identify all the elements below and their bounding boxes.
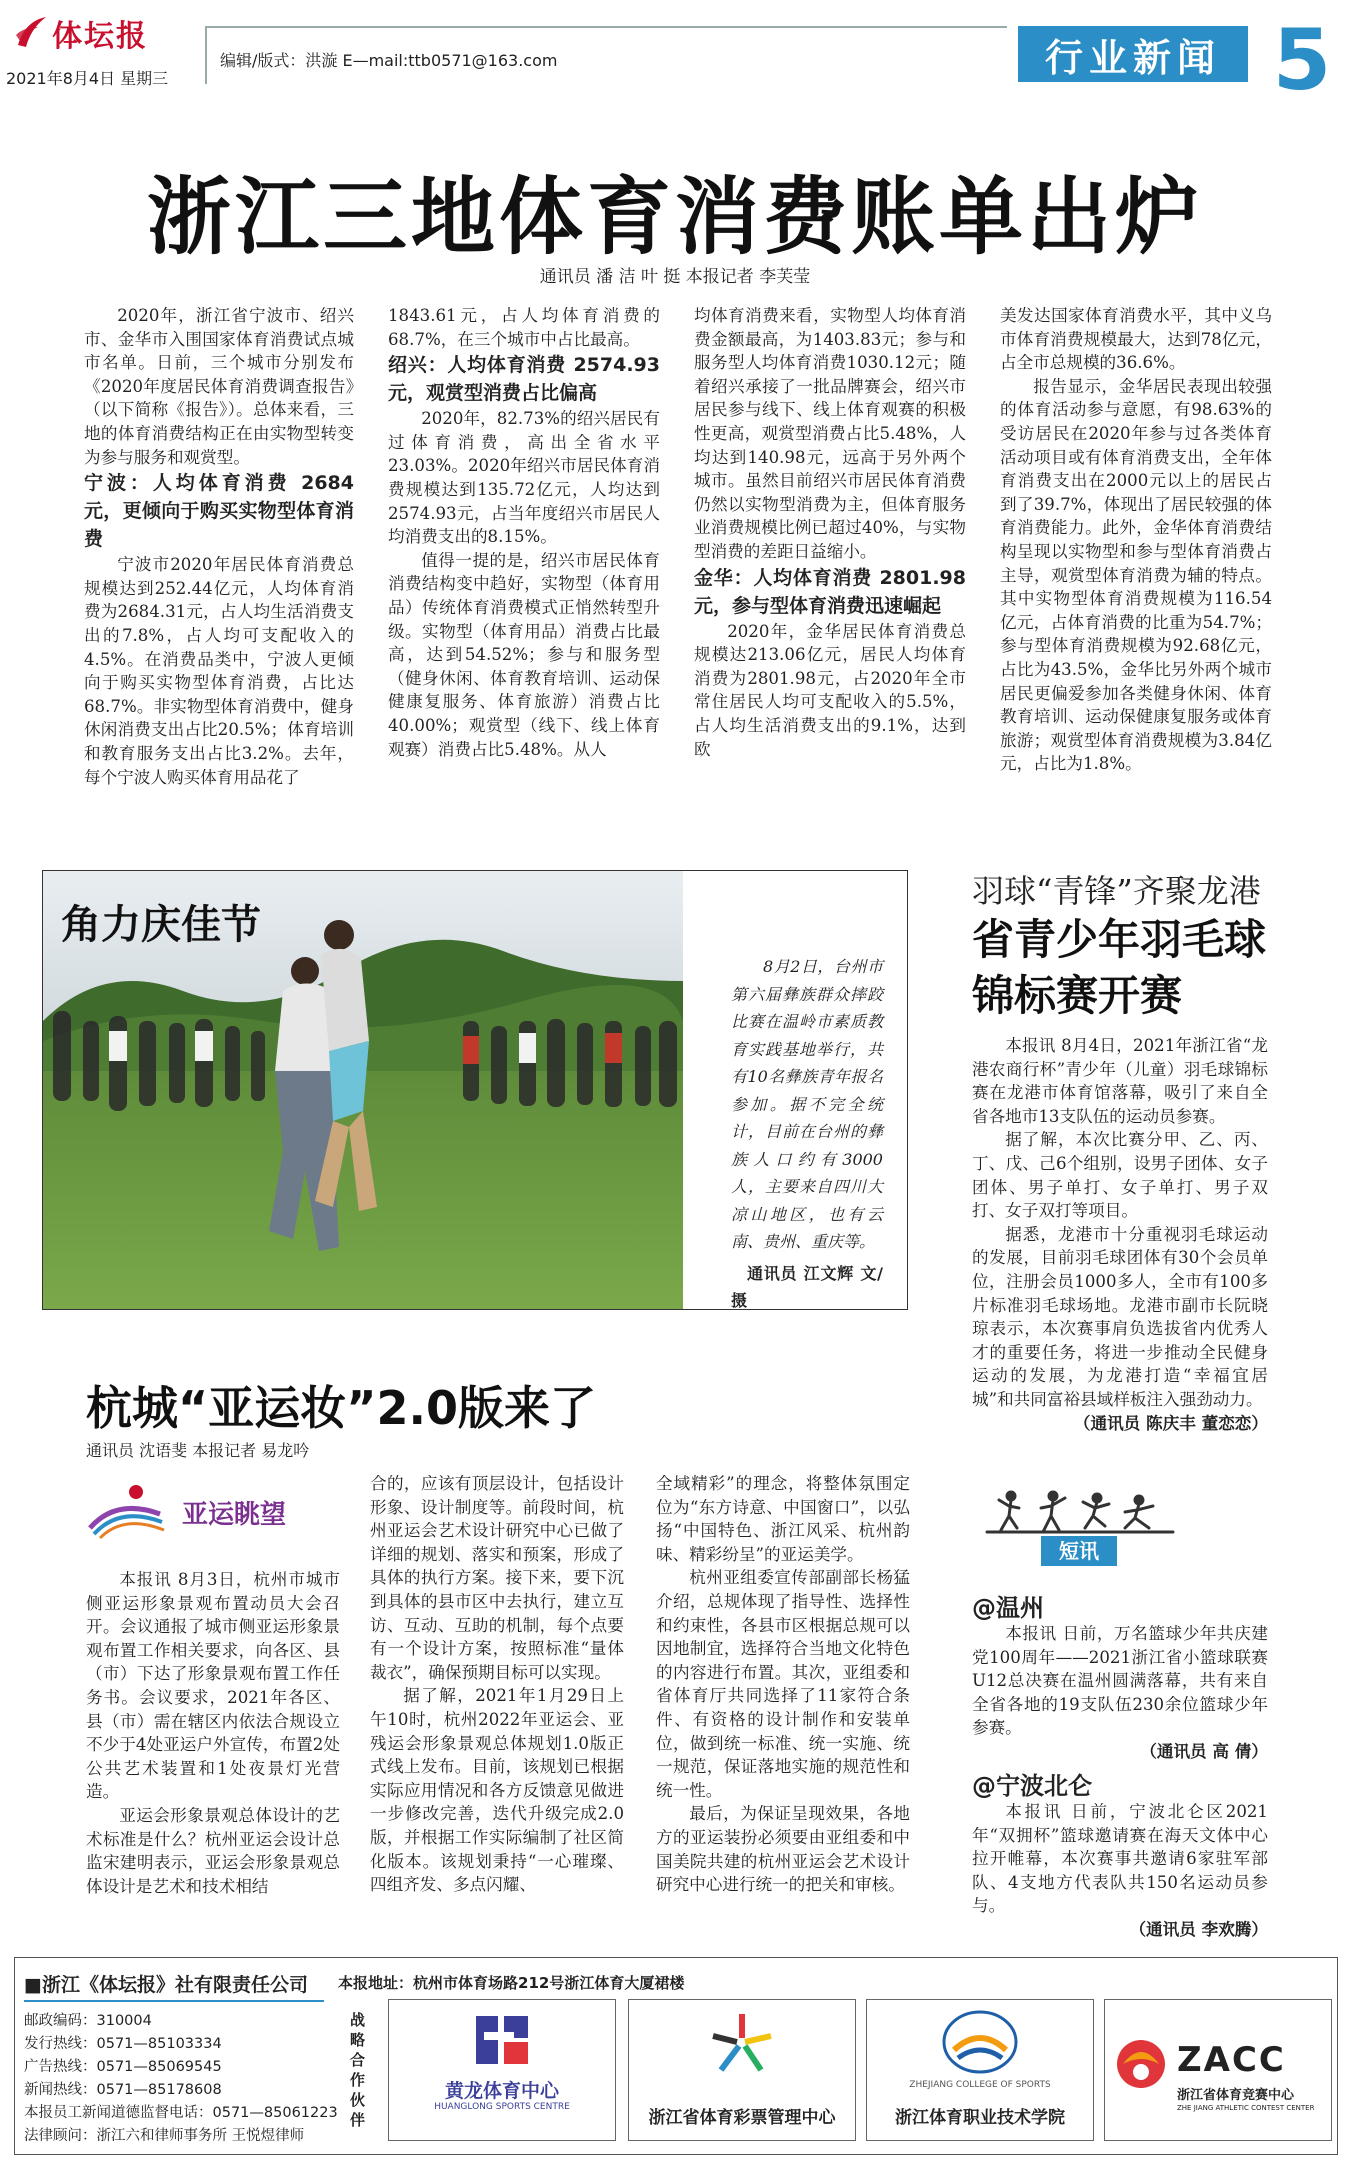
- badminton-title-line-2: 锦标赛开赛: [972, 971, 1183, 1020]
- sponsor-name: 浙江体育职业技术学院: [895, 2108, 1065, 2128]
- section-title: 行业新闻: [1018, 26, 1248, 82]
- paragraph: 美发达国家体育消费水平，其中义乌市体育消费规模最大，达到78亿元，占全市总规模的36.6%。: [1000, 306, 1272, 373]
- editor-info: 编辑/版式：洪漩 E—mail:ttb0571@163.com: [220, 51, 558, 70]
- article-credit: （通讯员 李欢腾）: [1129, 1919, 1268, 1939]
- sponsor-college: [866, 1999, 1094, 2141]
- paragraph: 宁波市2020年居民体育消费总规模达到252.44亿元，人均体育消费为2684.31元，占人均生活消费支出的7.8%，占人均可支配收入的4.5%。在消费品类中，宁波人更倾向于购买实物型体育消费，占比达68.7%。非实物型体育消费中，健身休闲消费支出占比20.5%；体育培训和教育服务支出占比3.2%。去年，每个宁波人购买体育用品花了: [84, 555, 354, 787]
- photo-credit: 通讯员 江文辉 文/摄: [731, 1263, 883, 1310]
- paragraph: 报告显示，金华居民表现出较强的体育活动参与意愿，有98.63%的受访居民在2020年参与过各类体育活动项目或有体育消费支出，全年体育消费支出在2000元以上的居民占到了39.7%，体现出了居民较强的体育消费能力。此外，金华体育消费结构呈现以实物型和参与型体育消费占主导，观赏型体育消费为辅的特点。其中实物型体育消费规模为116.54亿元，占体育消费的比重为54.7%；参与型体育消费规模为92.68亿元，占比为43.5%，金华比另外两个城市居民更偏爱参加各类健身休闲、体育教育培训、运动保健康复服务或体育旅游；观赏型体育消费规模为3.84亿元，占比为1.8%。: [1000, 376, 1272, 774]
- main-headline: 浙江三地体育消费账单出炉: [146, 168, 1203, 266]
- paragraph: 1843.61元，占人均体育消费的68.7%，在三个城市中占比最高。: [388, 306, 660, 349]
- paragraph: 2020年，金华居民体育消费总规模达213.06亿元，居民人均体育消费为2801.98元，占2020年全市常住居民人均可支配收入的5.5%，占人均生活消费支出的9.1%，达到欧: [694, 621, 966, 759]
- zacc-logo-text: ZACC: [1177, 2040, 1286, 2080]
- main-byline: 通讯员 潘 洁 叶 挺 本报记者 李芙莹: [539, 267, 811, 287]
- subheading: 金华：人均体育消费 2801.98 元，参与型体育消费迅速崛起: [694, 566, 966, 617]
- paragraph: 本报讯 日前，万名篮球少年共庆建党100周年——2021浙江省小篮球联赛U12总决赛在温州圆满落幕，共有来自全省各地的19支队伍230余位篮球少年参赛。: [972, 1624, 1268, 1738]
- asian-games-col-3: [656, 1472, 910, 1897]
- photo-caption: [731, 953, 883, 1315]
- badminton-title-line-1: 省青少年羽毛球: [972, 915, 1267, 964]
- logo-swoosh-icon: [14, 15, 48, 51]
- short-news-item: [972, 1800, 1268, 1942]
- sponsor-name: 浙江省体育彩票管理中心: [648, 2108, 836, 2128]
- article-credit: （通讯员 高 倩）: [1140, 1741, 1268, 1761]
- zacc-swirl-icon: [1113, 2034, 1169, 2094]
- badminton-body: [972, 1034, 1268, 1435]
- paragraph: 本报讯 8月3日，杭州市城市侧亚运形象景观布置动员大会召开。会议通报了城市侧亚运形象景观布置工作相关要求，向各区、县（市）下达了形象景观布置工作任务书。会议要求，2021年各区、县（市）需在辖区内依法合规设立不少于4处亚运户外宣传，布置2处公共艺术装置和1处夜景灯光营造。: [86, 1570, 340, 1802]
- main-col-1: [84, 304, 354, 789]
- paragraph: 本报讯 8月4日，2021年浙江省“龙港农商行杯”青少年（儿童）羽毛球锦标赛在龙港市体育馆落幕，吸引了来自全省各地市13支队伍的运动员参赛。: [972, 1036, 1268, 1126]
- huanglong-logo-icon: [472, 2012, 532, 2068]
- newspaper-logo: [14, 12, 199, 54]
- short-news-item: [972, 1622, 1268, 1764]
- asian-games-title: 杭城“亚运妆”2.0版来了: [86, 1381, 596, 1435]
- footer-address: 本报地址：杭州市体育场路212号浙江体育大厦裙楼: [338, 1974, 685, 1992]
- footer-line: 发行热线：0571—85103334: [24, 2036, 222, 2052]
- sponsor-name: 浙江省体育竞赛中心: [1177, 2088, 1295, 2103]
- paragraph: 杭州亚组委宣传部副部长杨猛介绍，总规体现了指导性、选择性和约束性，各县市区根据总规可以因地制宜，选择符合当地文化特色的内容进行布置。其次，亚组委和省体育厅共同选择了11家符合条件、有资格的设计制作和安装单位，做到统一标准、统一实施、统一规范，保证落地实施的规范性和统一性。: [656, 1568, 910, 1800]
- short-news-header: [985, 1488, 1175, 1568]
- paragraph: 均体育消费来看，实物型人均体育消费金额最高，为1403.83元；参与和服务型人均体育消费1030.12元；随着绍兴承接了一批品牌赛会，绍兴市居民参与线下、线上体育观赛的积极性更高，观赏型消费占比5.48%，人均达到140.98元，远高于另外两个城市。虽然目前绍兴市居民体育消费仍然以实物型消费为主，但体育服务业消费规模比例已超过40%，与实物型消费的差距日益缩小。: [694, 306, 966, 561]
- sponsor-name: 黄龙体育中心: [444, 2080, 559, 2102]
- issue-date: 2021年8月4日 星期三: [6, 69, 169, 88]
- photo-feature: [42, 870, 908, 1310]
- asian-games-emblem-icon: [86, 1480, 166, 1540]
- paragraph: 值得一提的是，绍兴市居民体育消费结构变中趋好，实物型（体育用品）传统体育消费模式正悄然转型升级。实物型（体育用品）消费占比最高，达到54.52%；参与和服务型（健身休闲、体育教育培训、运动保健康复服务、体育旅游）消费占比40.00%；观赏型（线下、线上体育观赛）消费占比5.48%。从人: [388, 550, 660, 759]
- asian-games-col-2: [370, 1472, 624, 1897]
- paragraph: 合的，应该有顶层设计，包括设计形象、设计制度等。前段时间，杭州亚运会艺术设计研究中心已做了详细的规划、落实和预案，形成了具体的执行方案。接下来，要下沉到具体的县市区中去执行，建立互访、互动、互助的机制，每个点要有一个设计方案，按照标准“量体裁衣”，确保预期目标可以实现。: [370, 1474, 624, 1682]
- footer-contacts: [24, 2010, 338, 2148]
- asian-games-byline: 通讯员 沈语斐 本报记者 易龙吟: [86, 1441, 310, 1460]
- asian-games-logo-text: 亚运眺望: [182, 1500, 287, 1530]
- lottery-star-icon: [707, 2008, 777, 2078]
- paragraph: 据了解，本次比赛分甲、乙、丙、丁、戊、己6个组别，设男子团体、女子团体、男子单打、女子单打、男子双打、女子双打等项目。: [972, 1130, 1268, 1221]
- asian-games-column-logo: [86, 1480, 326, 1540]
- short-news-location: @温州: [972, 1594, 1044, 1622]
- subheading: 宁波：人均体育消费 2684 元，更倾向于购买实物型体育消费: [84, 472, 354, 551]
- caption-text: 8月2日，台州市第六届彝族群众摔跤比赛在温岭市素质教育实践基地举行，共有10名彝族青年报名参加。据不完全统计，目前在台州的彝族人口约有3000人，主要来自四川大凉山地区，也有云南、贵州、重庆等。: [731, 957, 883, 1251]
- sponsor-subname: ZHEJIANG COLLEGE OF SPORTS: [909, 2080, 1051, 2090]
- footer-line: 邮政编码：310004: [24, 2013, 152, 2029]
- sponsor-huanglong: [388, 1999, 616, 2141]
- sponsor-zacc: [1104, 1999, 1332, 2141]
- paragraph: 亚运会形象景观总体设计的艺术标准是什么？杭州亚运会设计总监宋建明表示，亚运会形象景观总体设计是艺术和技术相结: [86, 1805, 340, 1896]
- page-number: 5: [1272, 11, 1332, 109]
- paragraph: 本报讯 日前，宁波北仑区2021年“双拥杯”篮球邀请赛在海天文体中心拉开帷幕，本次赛事共邀请6家驻军部队、4支地方代表队共150名运动员参与。: [972, 1802, 1268, 1916]
- main-col-3: [694, 304, 966, 761]
- logo-text: 体坛报: [52, 19, 148, 54]
- article-credit: （通讯员 陈庆丰 董恋恋）: [1073, 1413, 1268, 1433]
- main-col-4: [1000, 304, 1272, 776]
- paragraph: 全域精彩”的理念，将整体氛围定位为“东方诗意、中国窗口”，以弘扬“中国特色、浙江风采、杭州韵味、精彩纷呈”的亚运美学。: [656, 1474, 910, 1564]
- footer-line: 本报员工新闻道德监督电话：0571—85061223: [24, 2105, 338, 2121]
- sponsor-lottery: [628, 1999, 856, 2141]
- subheading: 绍兴：人均体育消费 2574.93 元，观赏型消费占比偏高: [388, 354, 660, 405]
- short-news-location: @宁波北仑: [972, 1772, 1092, 1800]
- footer-line: 新闻热线：0571—85178608: [24, 2082, 222, 2098]
- photo-title: 角力庆佳节: [61, 902, 261, 948]
- asian-games-col-1: [86, 1568, 340, 1898]
- paragraph: 2020年，82.73%的绍兴居民有过体育消费，高出全省水平23.03%。2020年绍兴市居民体育消费规模达到135.72亿元，人均达到2574.93元，占当年度绍兴市居民人均消费支出的8.15%。: [388, 409, 660, 547]
- footer-line: 法律顾问：浙江六和律师事务所 王悦煜律师: [24, 2128, 305, 2144]
- badminton-subtitle: 羽球“青锋”齐聚龙港: [972, 872, 1261, 910]
- paragraph: 最后，为保证呈现效果，各地方的亚运装扮必须要由亚组委和中国美院共建的杭州亚运会艺术设计研究中心进行统一的把关和审核。: [656, 1804, 910, 1895]
- sponsor-subname: HUANGLONG SPORTS CENTRE: [434, 2102, 570, 2112]
- short-news-label: 短讯: [1041, 1536, 1117, 1566]
- footer-company: ■浙江《体坛报》社有限责任公司: [24, 1974, 308, 1996]
- paragraph: 据了解，2021年1月29日上午10时，杭州2022年亚运会、亚残运会形象景观总体规划1.0版正式线上发布。目前，该规划已根据实际应用情况和各方反馈意见做进一步修改完善，迭代升级完成2.0版，并根据工作实际编制了社区简化版本。该规划秉持“一心璀璨、四组齐发、多点闪耀、: [370, 1686, 624, 1895]
- badminton-title: [972, 912, 1266, 1024]
- college-emblem-icon: [940, 2006, 1020, 2076]
- partners-label: 战略合作伙伴: [350, 2011, 366, 2129]
- paragraph: 2020年，浙江省宁波市、绍兴市、金华市入围国家体育消费试点城市名单。日前，三个城市分别发布《2020年度居民体育消费调查报告》（以下简称《报告》）。总体来看，三地的体育消费结构正在由实物型转变为参与服务和观赏型。: [84, 306, 354, 467]
- sponsor-subname: ZHE JIANG ATHLETIC CONTEST CENTER: [1177, 2104, 1315, 2112]
- main-col-2: [388, 304, 660, 761]
- footer-divider: [24, 2000, 324, 2002]
- athletes-icon: [985, 1488, 1175, 1538]
- paragraph: 据悉，龙港市十分重视羽毛球运动的发展，目前羽毛球团体有30个会员单位，注册会员1000多人，全市有100多片标准羽毛球场地。龙港市副市长阮晓琼表示，本次赛事肩负选拔省内优秀人才的重要任务，将进一步推动全民健身运动的发展，为龙港打造“幸福宜居城”和共同富裕县域样板注入强劲动力。: [972, 1224, 1268, 1409]
- footer-line: 广告热线：0571—85069545: [24, 2059, 222, 2075]
